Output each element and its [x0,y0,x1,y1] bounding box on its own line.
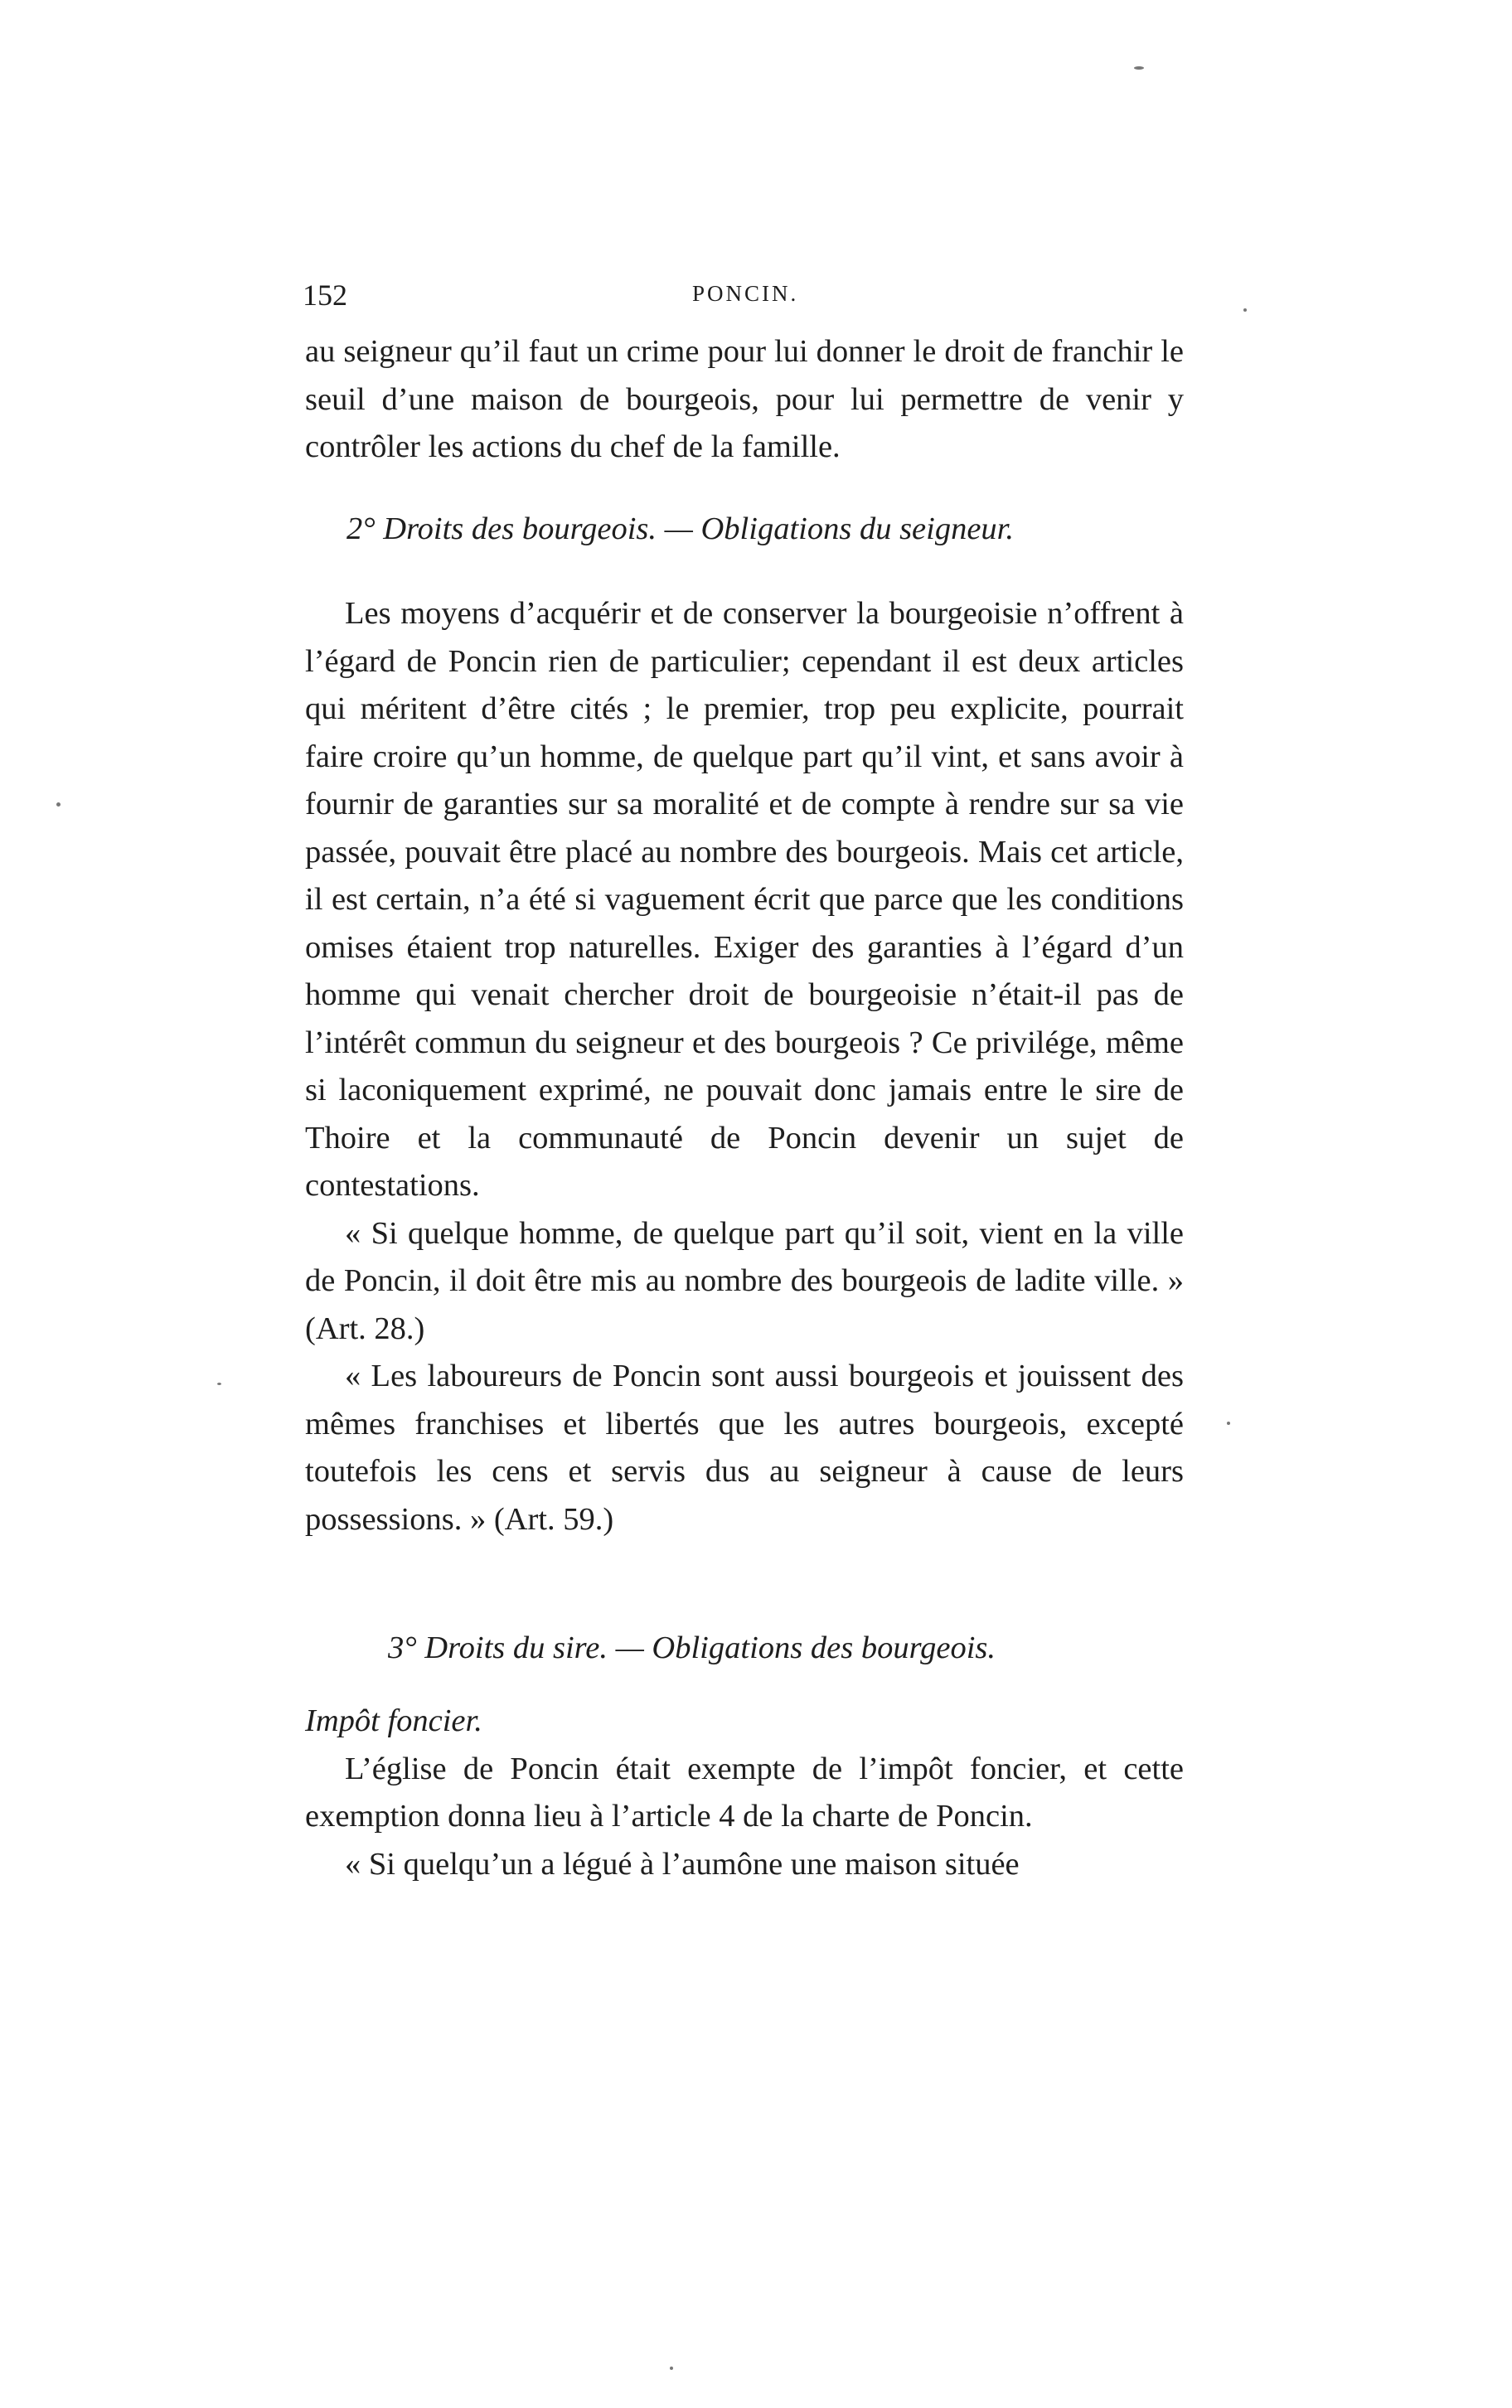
scan-speck [670,2367,673,2370]
section-3-body [305,1698,1184,1888]
scan-speck [1227,1422,1230,1425]
section-3-quote-start: « Si quelqu’un a légué à l’aumône une maison située [345,1846,1020,1882]
section-2-body [305,590,1184,1543]
section-3-heading: 3° Droits du sire. — Obligations des bourgeois. [388,1630,996,1665]
continuation-paragraph: au seigneur qu’il faut un crime pour lui donner le droit de franchir le seuil d’une maison de bourgeois, pour lui permettre de venir y contrôler les actions du chef de la famille. [305,334,1184,464]
continuation-block [305,328,1184,472]
section-2-paragraph: Les moyens d’acquérir et de conserver la bourgeoisie n’offrent à l’égard de Poncin rien de particulier; cependant il est deux articles qui méritent d’être cités ; le premier, trop peu explicite, pourrait faire croire qu’un homme, de quelque part qu’il vint, et sans avoir à fournir de garanties sur sa moralité et de compte à rendre sur sa vie passée, pouvait être placé au nombre des bourgeois. Mais cet article, il est certain, n’a été si vaguement écrit que parce que les conditions omises étaient trop naturelles. Exiger des garanties à l’égard d’un homme qui venait chercher droit de bourgeoisie n’était-il pas de l’intérêt commun du seigneur et des bourgeois ? Ce privilége, même si laconiquement exprimé, ne pouvait donc jamais entre le sire de Thoire et la communauté de Poncin devenir un sujet de contestations. [305,596,1184,1203]
page-number: 152 [303,279,347,312]
scan-speck [217,1383,221,1385]
section-3-subheading: Impôt foncier. [305,1703,482,1738]
section-2-quote-art-28: « Si quelque homme, de quelque part qu’il soit, vient en la ville de Poncin, il doit être mis au nombre des bourgeois de ladite ville. » (Art. 28.) [305,1215,1184,1346]
scan-speck [1134,66,1144,70]
section-3-paragraph: L’église de Poncin était exempte de l’impôt foncier, et cette exemption donna lieu à l’article 4 de la charte de Poncin. [305,1751,1184,1834]
section-2-quote-art-59: « Les laboureurs de Poncin sont aussi bourgeois et jouissent des mêmes franchises et libertés que les autres bourgeois, excepté toutefois les cens et servis dus au seigneur à cause de leurs possessions. » (Art. 59.) [305,1359,1184,1537]
scan-speck [1243,308,1247,312]
page-header [303,278,1198,319]
scan-speck [56,802,61,807]
section-2-heading: 2° Droits des bourgeois. — Obligations du seigneur. [346,511,1015,546]
running-title: PONCIN. [692,281,799,306]
